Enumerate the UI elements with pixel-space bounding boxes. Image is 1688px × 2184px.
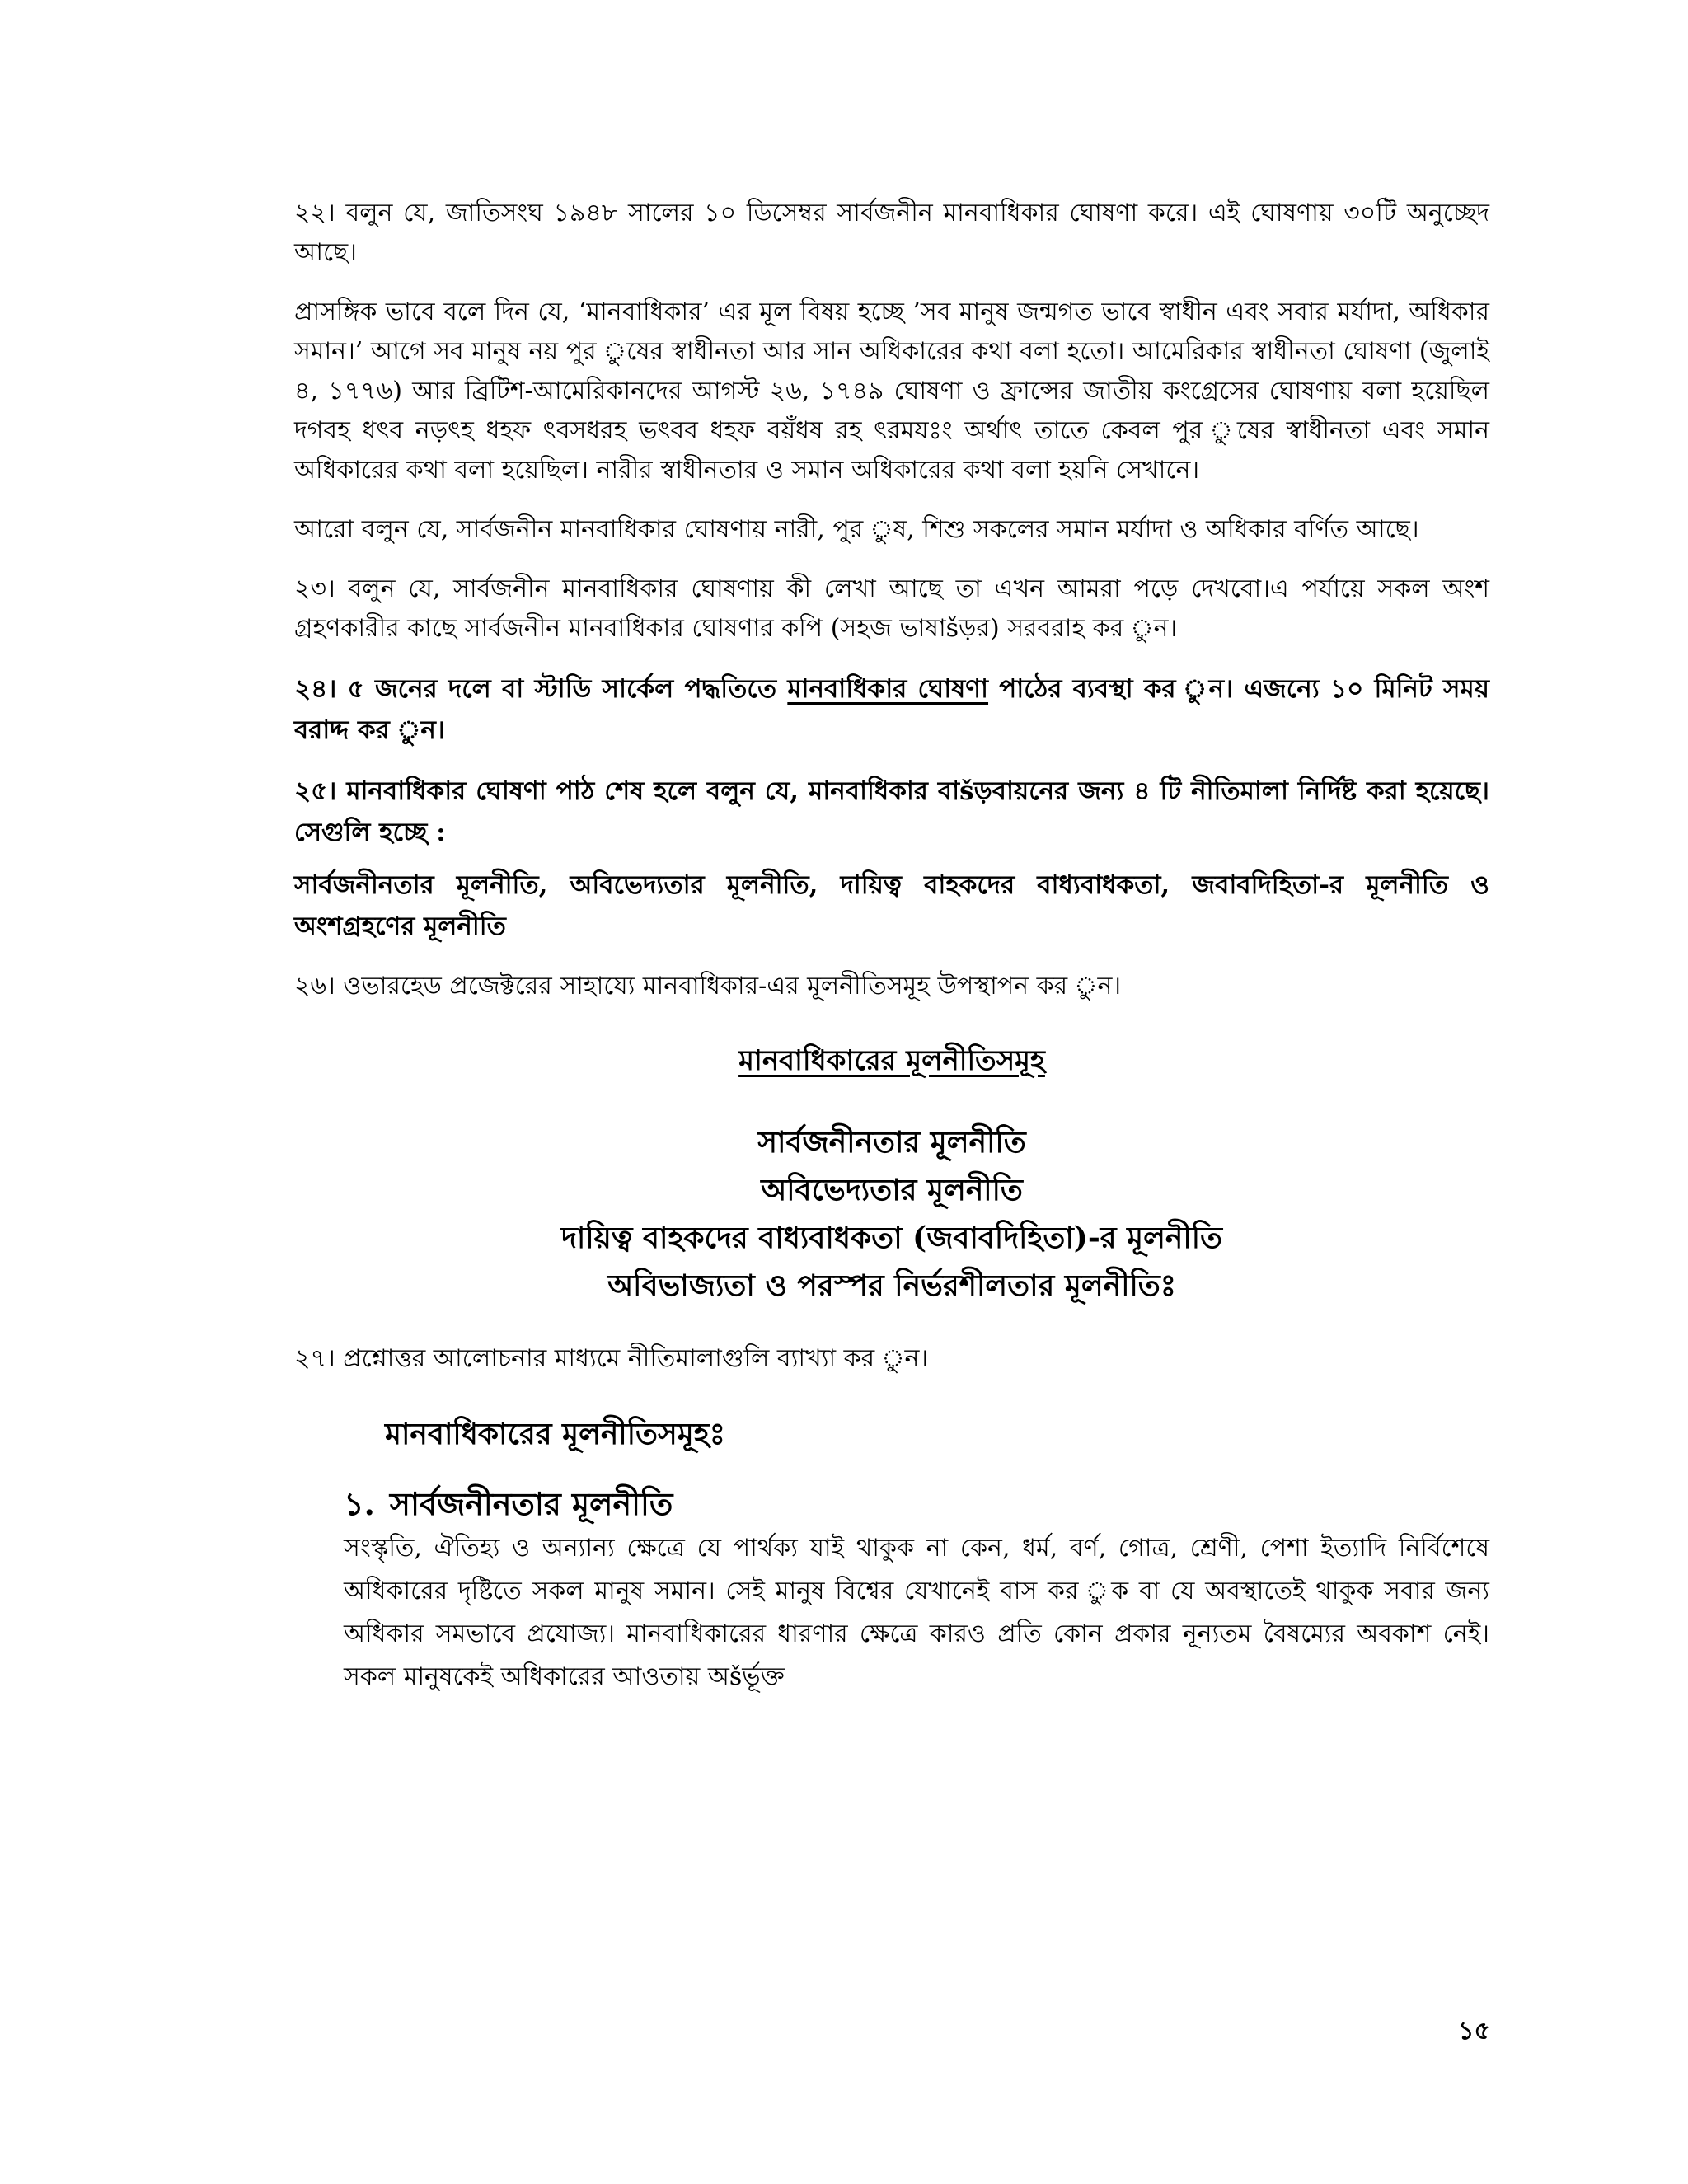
paragraph-25-principles: সার্বজনীনতার মূলনীতি, অবিভেদ্যতার মূলনীতি, দায়িত্ব বাহকদের বাধ্যবাধকতা, জবাবদিহিতা-র মূলনীতি ও অংশগ্রহণের মূলনীতি	[294, 870, 1489, 941]
paragraph-27: ২৭। প্রশ্নোত্তর আলোচনার মাধ্যমে নীতিমালাগুলি ব্যাখ্যা কর ুন।	[294, 1344, 929, 1373]
paragraph-23: ২৩। বলুন যে, সার্বজনীন মানবাধিকার ঘোষণায় কী লেখা আছে তা এখন আমরা পড়ে দেখবো।এ পর্যায়ে সকল অংশ গ্রহণকারীর কাছে সার্বজনীন মানবাধিকার ঘোষণার কপি (সহজ ভাষাšড়র) সরবরাহ কর ুন।	[294, 574, 1489, 643]
paragraph-25: ২৫। মানবাধিকার ঘোষণা পাঠ শেষ হলে বলুন যে, মানবাধিকার বাšড়বায়নের জন্য ৪ টি নীতিমালা নির্দিষ্ট করা হয়েছে। সেগুলি হচ্ছে :	[294, 776, 1489, 847]
section-item-body: সংস্কৃতি, ঐতিহ্য ও অন্যান্য ক্ষেত্রে যে পার্থক্য যাই থাকুক না কেন, ধর্ম, বর্ণ, গোত্র, শ্রেণী, পেশা ইত্যাদি নির্বিশেষে অধিকারের দৃষ্টিতে সকল মানুষ সমান। সেই মানুষ বিশ্বের যেখানেই বাস কর ুক বা যে অবস্থাতেই থাকুক সবার জন্য অধিকার সমভাবে প্রযোজ্য। মানবাধিকারের ধারণার ক্ষেত্রে কারও প্রতি কোন প্রকার নূন্যতম বৈষম্যের অবকাশ নেই। সকল মানুষকেই অধিকারের আওতায় অšর্ভূক্ত	[344, 1534, 1489, 1691]
principle-item: সার্বজনীনতার মূলনীতি	[757, 1125, 1026, 1160]
page-number: ১৫	[1458, 2017, 1490, 2046]
section-item-heading	[294, 1481, 1489, 1527]
principle-item: অবিভাজ্যতা ও পরস্পর নির্ভরশীলতার মূলনীতিঃ	[607, 1268, 1177, 1303]
section-item-title: সার্বজনীনতার মূলনীতি	[389, 1485, 673, 1522]
paragraph-22-addendum: আরো বলুন যে, সার্বজনীন মানবাধিকার ঘোষণায় নারী, পুর ুষ, শিশু সকলের সমান মর্যাদা ও অধিকার বর্ণিত আছে।	[294, 515, 1419, 544]
principles-title: মানবাধিকারের মূলনীতিসমূহ	[738, 1044, 1045, 1077]
paragraph-24-tail: পাঠের ব্যবস্থা কর ুন। এজন্যে ১০ মিনিট সময় বরাদ্দ কর ুন।	[294, 674, 1489, 745]
section-item-number: ১.	[344, 1485, 375, 1522]
paragraph-26: ২৬। ওভারহেড প্রজেক্টরের সাহায্যে মানবাধিকার-এর মূলনীতিসমূহ উপস্থাপন কর ুন।	[294, 972, 1122, 1001]
page-content	[294, 194, 1489, 1699]
paragraph-24	[294, 668, 1489, 751]
paragraph-22-context: প্রাসঙ্গিক ভাবে বলে দিন যে, ‘মানবাধিকার’ এর মূল বিষয় হচ্ছে ’সব মানুষ জন্মগত ভাবে স্বাধীন এবং সবার মর্যাদা, অধিকার সমান।’ আগে সব মানুষ নয় পুর ুষের স্বাধীনতা আর সান অধিকারের কথা বলা হতো। আমেরিকার স্বাধীনতা ঘোষণা (জুলাই ৪, ১৭৭৬) আর ব্রিটিশ-আমেরিকানদের আগস্ট ২৬, ১৭৪৯ ঘোষণা ও ফ্রান্সের জাতীয় কংগ্রেসের ঘোষণায় বলা হয়েছিল দগবহ ধৎব নড়ৎহ ধহফ ৎবসধরহ ভৎবব ধহফ বয়ঁধষ রহ ৎরমযঃং অর্থাৎ তাতে কেবল পুর ুষের স্বাধীনতা এবং সমান অধিকারের কথা বলা হয়েছিল। নারীর স্বাধীনতার ও সমান অধিকারের কথা বলা হয়নি সেখানে।	[294, 298, 1489, 485]
principle-item: অবিভেদ্যতার মূলনীতি	[761, 1173, 1023, 1207]
paragraph-24-lead: ২৪। ৫ জনের দলে বা স্টাডি সার্কেল পদ্ধতিতে	[294, 674, 788, 704]
section-heading: মানবাধিকারের মূলনীতিসমূহঃ	[385, 1417, 725, 1451]
principles-list	[294, 1118, 1489, 1310]
principle-item: দায়িত্ব বাহকদের বাধ্যবাধকতা (জবাবদিহিতা)-র মূলনীতি	[560, 1221, 1223, 1255]
paragraph-24-underlined: মানবাধিকার ঘোষণা	[787, 674, 989, 704]
paragraph-22: ২২। বলুন যে, জাতিসংঘ ১৯৪৮ সালের ১০ ডিসেম্বর সার্বজনীন মানবাধিকার ঘোষণা করে। এই ঘোষণায় ৩০টি অনুচ্ছেদ আছে।	[294, 199, 1489, 267]
